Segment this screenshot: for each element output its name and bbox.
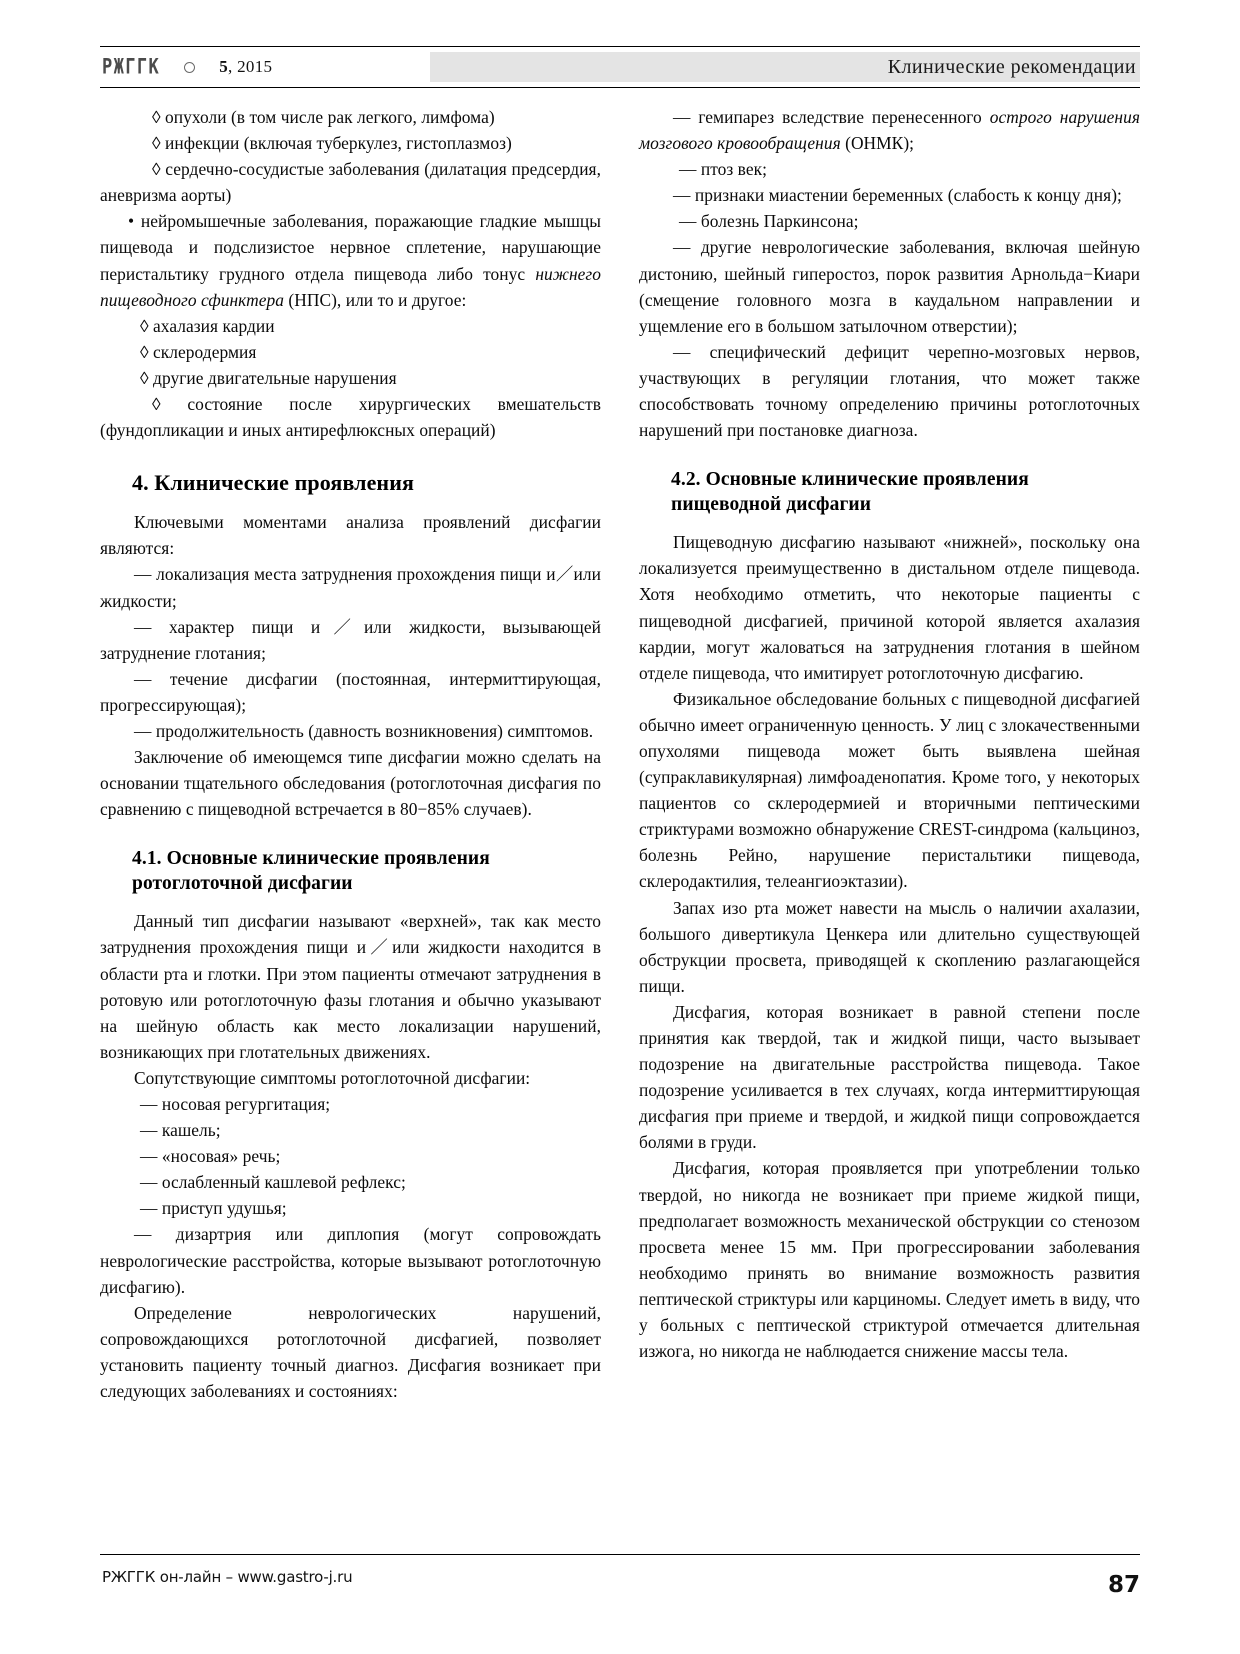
list-item: — болезнь Паркинсона; — [679, 211, 859, 232]
list-item: — носовая регургитация; — [140, 1094, 331, 1114]
paragraph: Определение неврологических нарушений, сопровождающихся ротоглоточной дисфагией, позволяет установить пациенту точный диагноз. Дисфагия возникает при следующих заболеваниях и состояниях: — [100, 1302, 601, 1402]
list-item: — характер пищи и／или жидкости, вызывающей затруднение глотания; — [100, 616, 601, 663]
list-item: ◊ другие двигательные нарушения — [140, 367, 397, 388]
item-text-pre: — гемипарез вследствие перенесенного — [673, 107, 990, 127]
left-column — [100, 104, 601, 1484]
list-item: — другие неврологические заболевания, включая шейную дистонию, шейный гиперостоз, порок развития Арнольда−Киари (смещение головного мозга в каудальном направлении и ущемление его в большом затылочном отверстии); — [639, 237, 1140, 336]
right-column — [639, 104, 1140, 1484]
list-item: — кашель; — [140, 1120, 221, 1141]
list-item: — «носовая» речь; — [140, 1146, 281, 1167]
list-item: ◊ сердечно-сосудистые заболевания (дилатация предсердия, аневризма аорты) — [100, 159, 601, 206]
list-item: — ослабленный кашлевой рефлекс; — [140, 1172, 406, 1193]
paragraph: Сопутствующие симптомы ротоглоточной дисфагии: — [134, 1067, 531, 1088]
issue-year: , 2015 — [228, 57, 273, 76]
section-heading-4: 4. Клинические проявления — [132, 470, 414, 496]
list-item: — признаки миастении беременных (слабость к концу дня); — [673, 185, 1122, 206]
item-text-italic: острого нарушения мозгового кровообращения — [639, 107, 1140, 154]
bullet-text-post: (НПС), или то и другое: — [283, 289, 467, 310]
heading-line-1: 4.2. Основные клинические проявления — [671, 469, 1029, 491]
paragraph: Запах изо рта может навести на мысль о наличии ахалазии, большого дивертикула Ценкера или длительно существующей обструкции просвета, приводящей к скоплению разлагающейся пищи. — [639, 897, 1140, 996]
paragraph: Физикальное обследование больных с пищеводной дисфагией обычно имеет ограниченную ценность. У лиц с злокачественными опухолями пищевода может быть выявлена шейная (супраклавикулярная) лимфоаденопатия. Кроме того, у некоторых пациентов со склеродермией и вторичными пептическими стриктурами возможно обнаружение CREST-синдрома (кальциноз, болезнь Рейно, нарушение перистальтики пищевода, склеродактилия, телеангиоэктазии). — [639, 688, 1140, 892]
heading-line-2: пищеводной дисфагии — [671, 494, 872, 516]
list-item: — течение дисфагии (постоянная, интермиттирующая, прогрессирующая); — [100, 668, 601, 715]
list-item: — локализация места затруднения прохождения пищи и／или жидкости; — [100, 564, 601, 611]
list-item: — продолжительность (давность возникновения) симптомов. — [134, 720, 594, 741]
issue-number: 5 — [219, 57, 228, 76]
list-item: — специфический дефицит черепно-мозговых нервов, участвующих в регуляции глотания, что может также способствовать точному определению причины ротоглоточных нарушений при постановке диагноза. — [639, 341, 1140, 441]
bullet-text-pre: • нейромышечные заболевания, поражающие гладкие мышцы пищевода и подслизистое нервное сплетение, нарушающие перистальтику грудного отдела пищевода либо тонус — [100, 211, 601, 284]
list-item: ◊ ахалазия кардии — [140, 315, 275, 336]
paragraph: Пищеводную дисфагию называют «нижней», поскольку она локализуется преимущественно в дистальном отделе пищевода. Хотя необходимо отметить, что некоторые пациенты с пищеводной дисфагией, причиной которой является ахалазия кардии, могут жаловаться на затруднения глотания в шейном отделе пищевода, что имитирует ротоглоточную дисфагию. — [639, 532, 1140, 683]
footer-rule — [100, 1554, 1140, 1555]
list-item-bullet — [100, 208, 601, 312]
header-section-title: Клинические рекомендации — [887, 55, 1136, 78]
journal-logo: РЖГГК — [102, 54, 161, 80]
paragraph: Ключевыми моментами анализа проявлений дисфагии являются: — [100, 512, 601, 559]
list-item — [639, 104, 1140, 156]
list-item: ◊ склеродермия — [140, 341, 257, 362]
section-heading-4-1 — [132, 846, 601, 896]
page-header — [100, 46, 1140, 88]
list-item: ◊ опухоли (в том числе рак легкого, лимфома) — [152, 107, 495, 127]
list-item: — птоз век; — [679, 159, 767, 180]
heading-line-1: 4.1. Основные клинические проявления — [132, 848, 490, 870]
paragraph: Дисфагия, которая проявляется при употреблении только твердой, но никогда не возникает при приеме жидкой пищи, предполагает возможность механической обструкции со стенозом просвета менее 15 мм. При прогрессировании заболевания необходимо принять во внимание возможность развития пептической стриктуры или карциномы. Следует иметь в виду, что у больных с пептической стриктурой отмечается длительная изжога, но никогда не наблюдается снижение массы тела. — [639, 1158, 1140, 1362]
footer-website-link[interactable]: РЖГГК он-лайн – www.gastro-j.ru — [102, 1568, 353, 1586]
header-rule-bottom — [100, 87, 1140, 88]
issue-info — [219, 57, 272, 77]
circle-icon — [184, 62, 195, 73]
list-item: — приступ удушья; — [140, 1198, 287, 1219]
page-number: 87 — [1107, 1572, 1140, 1598]
section-heading-4-2 — [671, 467, 1140, 517]
list-item: ◊ инфекции (включая туберкулез, гистоплазмоз) — [152, 133, 512, 154]
bullet-text-italic: нижнего пищеводного сфинктера — [100, 263, 601, 310]
paragraph: Дисфагия, которая возникает в равной степени после принятия как твердой, так и жидкой пищи, часто вызывает подозрение на двигательные расстройства пищевода. Такое подозрение усиливается в тех случаях, когда интермиттирующая дисфагия при приеме и твердой, и жидкой пищи сопровождается болями в груди. — [639, 1001, 1140, 1153]
paragraph: Заключение об имеющемся типе дисфагии можно сделать на основании тщательного обследования (ротоглоточная дисфагия по сравнению с пищеводной встречается в 80−85% случаев). — [100, 747, 601, 820]
two-column-body — [100, 104, 1140, 1484]
paragraph: Данный тип дисфагии называют «верхней», так как место затруднения прохождения пищи и／или жидкости находится в области рта и глотки. При этом пациенты отмечают затруднения в ротовую или ротоглоточную фазы глотания и обычно указывают на шейную область как место локализации нарушений, возникающих при глотательных движениях. — [100, 911, 601, 1062]
list-item: — дизартрия или диплопия (могут сопровождать неврологические расстройства, которые вызывают ротоглоточную дисфагию). — [100, 1224, 601, 1297]
list-item: ◊ состояние после хирургических вмешательств (фундопликации и иных антирефлюксных операций) — [100, 394, 601, 441]
item-text-post: (ОНМК); — [840, 133, 915, 154]
heading-line-2: ротоглоточной дисфагии — [132, 873, 353, 895]
